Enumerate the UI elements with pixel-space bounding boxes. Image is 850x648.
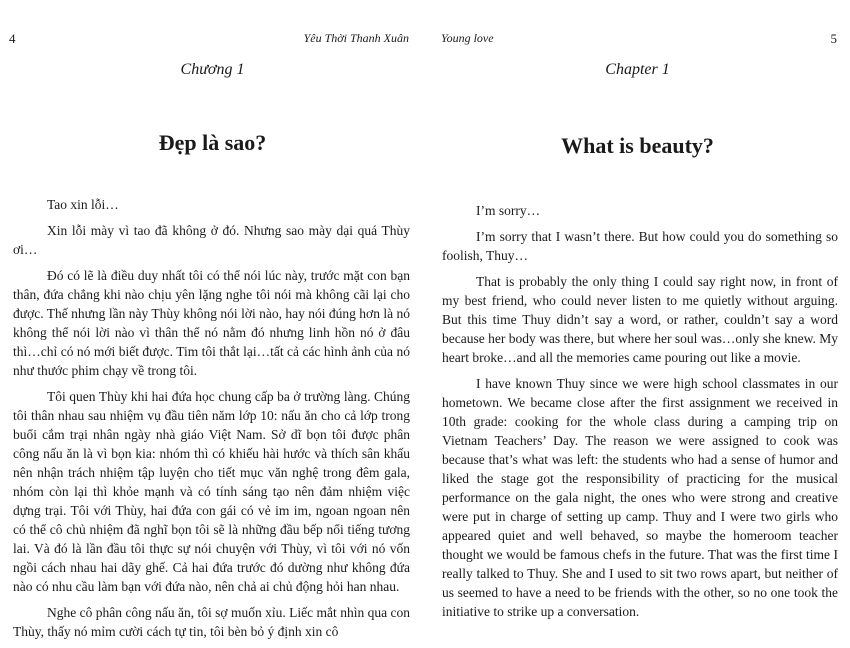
paragraph: Xin lỗi mày vì tao đã không ở đó. Nhưng sao mày dại quá Thùy ơi… bbox=[13, 223, 410, 257]
paragraph: Nghe cô phân công nấu ăn, tôi sợ muốn xỉu. Liếc mắt nhìn qua con Thùy, thấy nó mỉm cười cách tự tin, tôi bèn bỏ ý định xin cô bbox=[13, 605, 410, 639]
paragraph: I have known Thuy since we were high school classmates in our hometown. We became close after the first assignment we received in 10th grade: cooking for the whole class during a camping trip on Vietnam Teachers’ Day. The reason we were assigned to cook was because that’s what was left: the students who had a sense of humor and liked the stage got the responsibility of practicing for the musical performance on the gala night, the ones who were strong and creative were put in charge of setting up camp. Thuy and I were two girls who appeared quiet and well behaved, so maybe the homeroom teacher thought we would be famous chefs in the future. That was the first time I really talked to Thuy. She and I used to sit two rows apart, but neither of us seemed to have a need to be friends with the other, so no one took the initiative to strike up a conversation. bbox=[442, 376, 838, 619]
chapter-title: What is beauty? bbox=[561, 133, 714, 158]
paragraph: I’m sorry… bbox=[476, 203, 541, 218]
running-head: Young love bbox=[441, 31, 494, 45]
left-page bbox=[0, 0, 425, 640]
paragraph: I’m sorry that I wasn’t there. But how could you do something so foolish, Thuy… bbox=[442, 229, 838, 263]
paragraph: Đó có lẽ là điều duy nhất tôi có thể nói lúc này, trước mặt con bạn thân, đứa chẳng khi nào chịu yên lặng nghe tôi nói mà không cãi lại cho được. Thế nhưng lần này Thùy không nói lời nào, hay nói đúng hơn là nó không thể nói lời nào vì thân thể nó nằm đó nhưng linh hồn nó ở đâu thì…chỉ có nó mới biết được. Tim tôi thắt lại…tất cả các hình ảnh của nó như thước phim chạy về trong tôi. bbox=[13, 268, 410, 378]
paragraph: That is probably the only thing I could say right now, in front of my best friend, who could never listen to me quietly without arguing. But this time Thuy didn’t say a word, or rather, couldn’t say a word because her body was there, but where her soul was…only she knew. My heart broke…and all the memories came pouring out like a movie. bbox=[442, 274, 838, 365]
chapter-title: Đẹp là sao? bbox=[158, 130, 267, 155]
paragraph: Tao xin lỗi… bbox=[47, 197, 119, 212]
chapter-heading: Chapter 1 bbox=[605, 61, 670, 78]
running-head: Yêu Thời Thanh Xuân bbox=[303, 31, 409, 45]
page-number: 4 bbox=[9, 31, 16, 46]
body-text bbox=[442, 201, 838, 628]
right-page bbox=[425, 0, 850, 640]
body-text bbox=[13, 195, 410, 648]
page-number: 5 bbox=[830, 31, 837, 46]
paragraph: Tôi quen Thùy khi hai đứa học chung cấp ba ở trường làng. Chúng tôi thân nhau sau nhiệm vụ đầu tiên năm lớp 10: nấu ăn cho cả lớp trong buổi cắm trại nhân ngày nhà giáo Việt Nam. Sở dĩ bọn tôi được phân công nấu ăn là vì bọn kia: nhóm thì có khiếu hài hước và thích sân khấu nên nhận trách nhiệm tập luyện cho tiết mục văn nghệ trong đêm gala, nhóm còn lại thì khỏe mạnh và có tính sáng tạo nên đảm nhiệm việc dựng trại. Tôi với Thùy, hai đứa con gái có vẻ im im, ngoan ngoan nên có thể cô chủ nhiệm đã nghĩ bọn tôi sẽ là những đầu bếp nổi tiếng tương lai. Và đó là lần đầu tôi thực sự nói chuyện với Thùy, vì tôi với nó vốn ngồi cách nhau hai dãy ghế. Cả hai đứa trước đó dường như không đứa nào có nhu cầu làm bạn với đứa nào, nên chả ai chủ động hỏi han nhau. bbox=[13, 389, 410, 594]
chapter-heading: Chương 1 bbox=[180, 61, 245, 78]
